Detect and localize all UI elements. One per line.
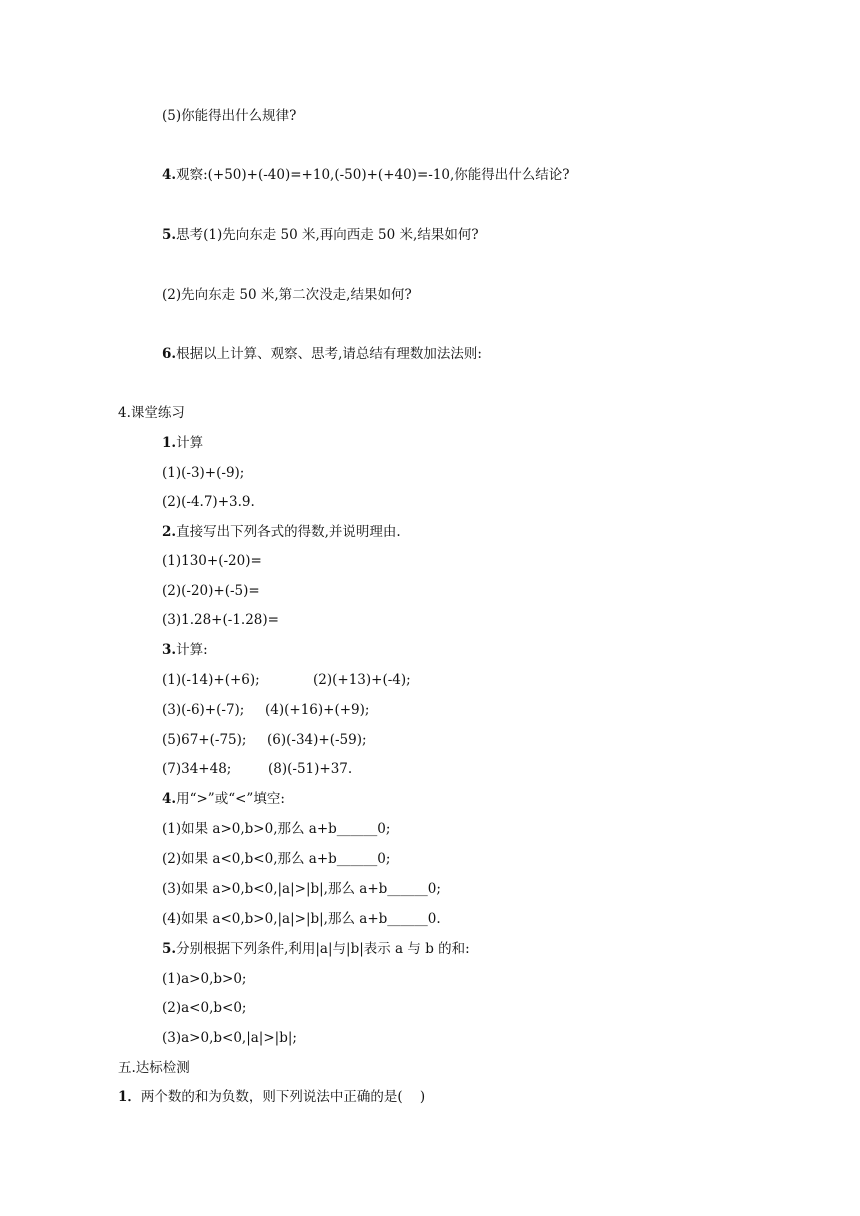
- test-question-1-number: 1．: [118, 1089, 141, 1105]
- item-5-text: 思考(1)先向东走 50 米,再向西走 50 米,结果如何?: [176, 227, 479, 243]
- practice-5-item: (1)a>0,b>0;: [162, 971, 247, 987]
- practice-5-number: 5.: [162, 941, 177, 957]
- practice-2-item: (2)(-20)+(-5)=: [162, 583, 260, 599]
- practice-5: [162, 940, 470, 958]
- test-question-1-text: 两个数的和为负数，则下列说法中正确的是( ): [140, 1089, 426, 1105]
- practice-1: [162, 434, 203, 452]
- practice-4-text: 用“>”或“<”填空:: [176, 791, 285, 807]
- practice-3-item: (6)(-34)+(-59);: [267, 732, 367, 748]
- practice-3-item: (3)(-6)+(-7);: [162, 702, 245, 718]
- practice-2-item: (3)1.28+(-1.28)=: [162, 612, 279, 628]
- practice-2-number: 2.: [162, 524, 177, 540]
- test-heading: 五.达标检测: [118, 1060, 190, 1076]
- practice-3-text: 计算:: [176, 642, 208, 658]
- practice-2-item: (1)130+(-20)=: [162, 553, 262, 569]
- practice-4-item: (4)如果 a<0,b>0,|a|>|b|,那么 a+b______0.: [162, 911, 441, 927]
- practice-3-item: (2)(+13)+(-4);: [313, 672, 411, 688]
- practice-5-text: 分别根据下列条件,利用|a|与|b|表示 a 与 b 的和:: [176, 941, 470, 957]
- item-5: [162, 226, 479, 244]
- practice-4-item: (3)如果 a>0,b<0,|a|>|b|,那么 a+b______0;: [162, 881, 441, 897]
- practice-3: [162, 641, 208, 659]
- practice-3-item: (7)34+48;: [162, 761, 232, 777]
- practice-1-item: (1)(-3)+(-9);: [162, 465, 245, 481]
- practice-5-item: (2)a<0,b<0;: [162, 1000, 247, 1016]
- item-6: [162, 345, 482, 363]
- practice-2-text: 直接写出下列各式的得数,并说明理由.: [176, 524, 401, 540]
- practice-5-item: (3)a>0,b<0,|a|>|b|;: [162, 1030, 297, 1046]
- practice-2: [162, 523, 401, 541]
- item-4-number: 4.: [162, 167, 177, 183]
- practice-3-item: (5)67+(-75);: [162, 732, 247, 748]
- practice-1-text: 计算: [176, 435, 204, 451]
- item-5-part-2: (2)先向东走 50 米,第二次没走,结果如何?: [162, 287, 412, 303]
- practice-3-number: 3.: [162, 642, 177, 658]
- test-question-1: [118, 1088, 425, 1106]
- practice-4-item: (2)如果 a<0,b<0,那么 a+b______0;: [162, 851, 391, 867]
- practice-1-number: 1.: [162, 435, 177, 451]
- item-4-text: 观察:(+50)+(-40)=+10,(-50)+(+40)=-10,你能得出什么结论?: [176, 167, 570, 183]
- practice-4-item: (1)如果 a>0,b>0,那么 a+b______0;: [162, 821, 391, 837]
- rule-question: (5)你能得出什么规律?: [162, 108, 297, 124]
- practice-3-item: (8)(-51)+37.: [268, 761, 353, 777]
- item-6-number: 6.: [162, 346, 177, 362]
- practice-4-number: 4.: [162, 791, 177, 807]
- item-6-text: 根据以上计算、观察、思考,请总结有理数加法法则:: [176, 346, 482, 362]
- item-5-number: 5.: [162, 227, 177, 243]
- practice-3-item: (4)(+16)+(+9);: [265, 702, 370, 718]
- practice-4: [162, 790, 285, 808]
- item-4: [162, 166, 570, 184]
- practice-1-item: (2)(-4.7)+3.9.: [162, 494, 255, 510]
- practice-3-item: (1)(-14)+(+6);: [162, 672, 260, 688]
- practice-heading: 4.课堂练习: [118, 405, 185, 421]
